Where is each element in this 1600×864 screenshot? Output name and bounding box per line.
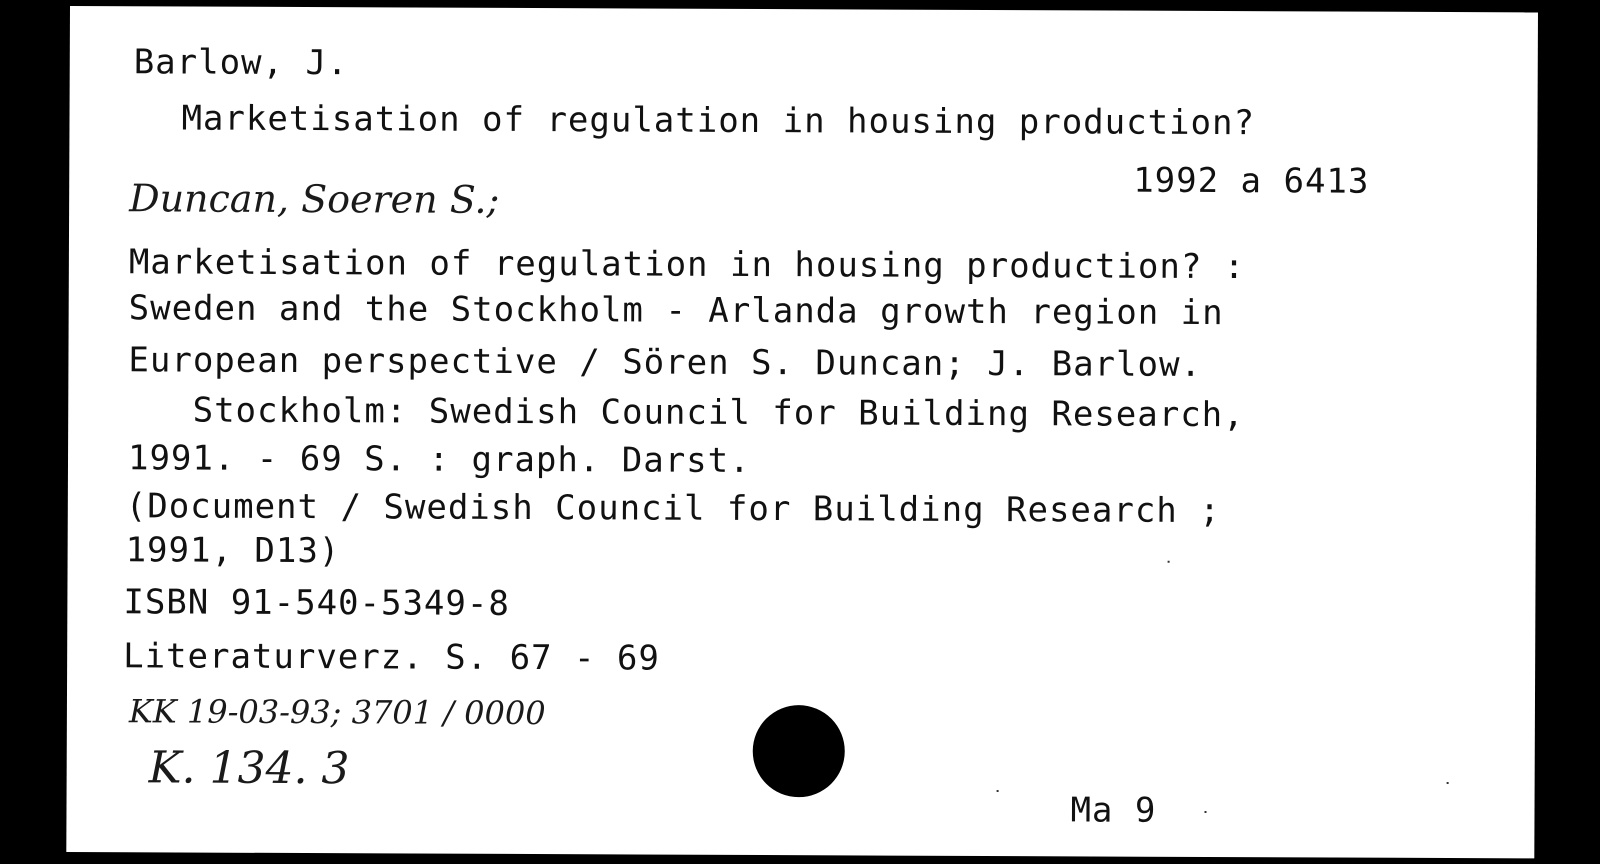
- handwritten-accession-note: KK 19-03-93; 3701 / 0000: [128, 692, 546, 733]
- location-mark: Ma 9: [1070, 790, 1157, 831]
- catalog-card: [66, 6, 1538, 858]
- body-line-5: 1991. - 69 S. : graph. Darst.: [127, 438, 751, 481]
- speck: [1447, 782, 1449, 784]
- speck: [997, 790, 999, 792]
- speck: [1204, 811, 1206, 813]
- speck: [1168, 561, 1170, 563]
- body-line-4: Stockholm: Swedish Council for Building Research,: [128, 390, 1245, 436]
- handwritten-author: Duncan, Soeren S.;: [129, 176, 500, 222]
- body-line-6: (Document / Swedish Council for Building Research ;: [125, 486, 1221, 532]
- call-number: 1992 a 6413: [1133, 160, 1370, 202]
- heading-title: Marketisation of regulation in housing production?: [181, 98, 1256, 144]
- heading-author: Barlow, J.: [133, 42, 349, 84]
- bibliography-line: Literaturverz. S. 67 - 69: [123, 636, 660, 679]
- body-line-3: European perspective / Sören S. Duncan; J. Barlow.: [128, 340, 1203, 385]
- isbn-line: ISBN 91-540-5349-8: [123, 582, 510, 624]
- body-line-7: 1991, D13): [125, 530, 341, 572]
- punch-hole: [753, 705, 845, 797]
- handwritten-shelf-mark: K. 134. 3: [148, 742, 350, 795]
- body-line-2: Sweden and the Stockholm - Arlanda growth region in: [128, 288, 1224, 334]
- body-line-1: Marketisation of regulation in housing production? :: [128, 242, 1246, 288]
